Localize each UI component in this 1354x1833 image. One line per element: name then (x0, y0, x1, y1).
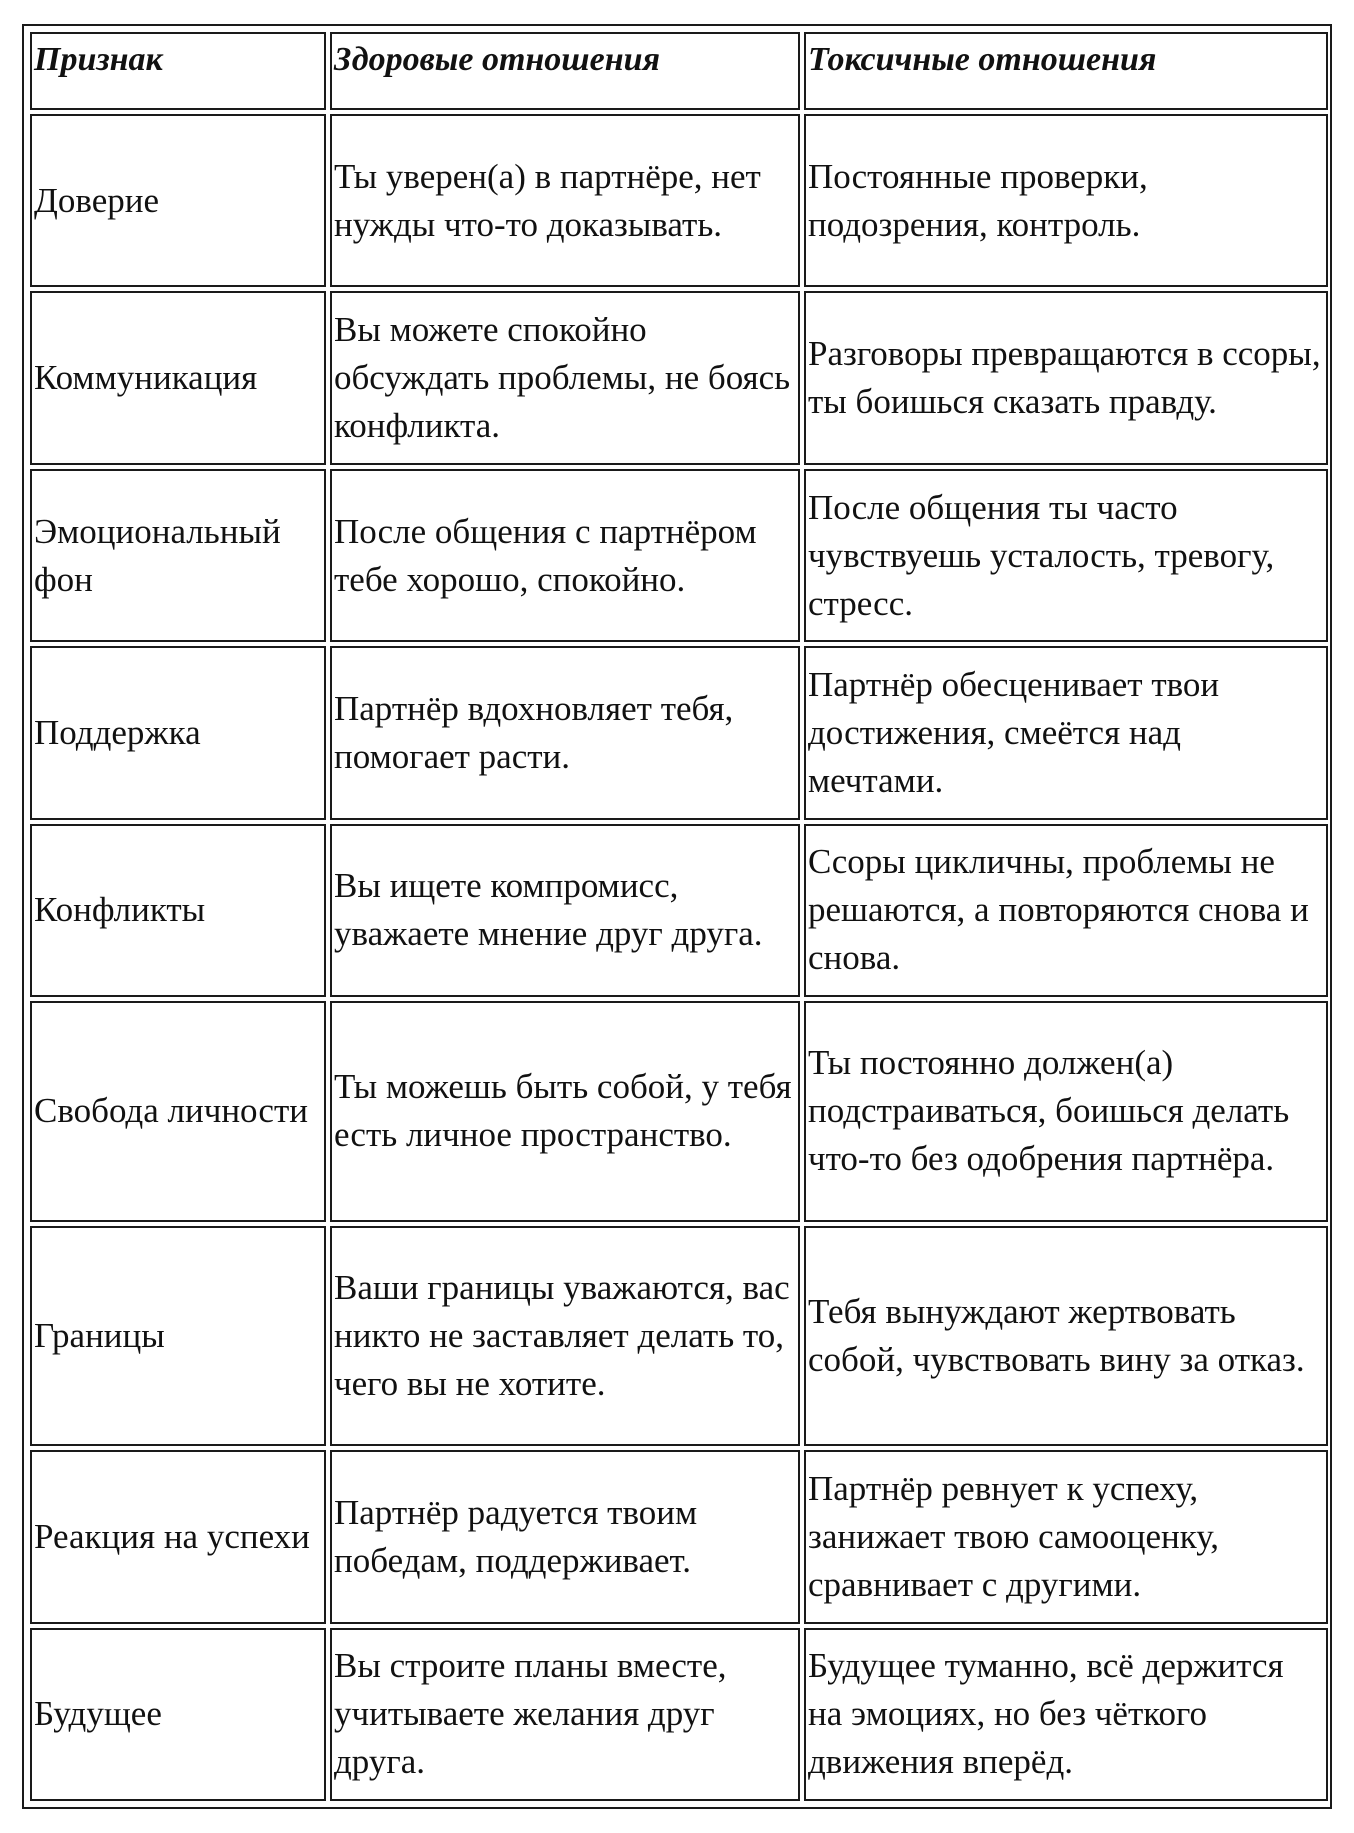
table-row (30, 1001, 1328, 1222)
sign-cell: Коммуникация (30, 291, 326, 464)
sign-cell: Свобода личности (30, 1001, 326, 1222)
sign-cell: Поддержка (30, 646, 326, 819)
table-row (30, 1450, 1328, 1623)
table-row (30, 469, 1328, 642)
header-toxic: Токсичные отношения (804, 32, 1328, 110)
table-row (30, 1226, 1328, 1447)
healthy-cell: Ты уверен(а) в партнёре, нет нужды что-то доказывать. (330, 114, 800, 287)
healthy-cell: Ваши границы уважаются, вас никто не заставляет делать то, чего вы не хотите. (330, 1226, 800, 1447)
healthy-cell: Партнёр вдохновляет тебя, помогает расти. (330, 646, 800, 819)
toxic-cell: Партнёр обесценивает твои достижения, смеётся над мечтами. (804, 646, 1328, 819)
sign-cell: Конфликты (30, 824, 326, 997)
toxic-cell: Партнёр ревнует к успеху, занижает твою самооценку, сравнивает с другими. (804, 1450, 1328, 1623)
comparison-document (22, 24, 1332, 1809)
sign-cell: Границы (30, 1226, 326, 1447)
table-row (30, 1628, 1328, 1802)
table-header-row (30, 32, 1328, 110)
sign-cell: Будущее (30, 1628, 326, 1802)
healthy-cell: После общения с партнёром тебе хорошо, спокойно. (330, 469, 800, 642)
toxic-cell: Будущее туманно, всё держится на эмоциях, но без чёткого движения вперёд. (804, 1628, 1328, 1802)
header-sign: Признак (30, 32, 326, 110)
toxic-cell: После общения ты часто чувствуешь усталость, тревогу, стресс. (804, 469, 1328, 642)
table-row (30, 824, 1328, 997)
healthy-cell: Вы строите планы вместе, учитываете желания друг друга. (330, 1628, 800, 1802)
healthy-cell: Вы можете спокойно обсуждать проблемы, не боясь конфликта. (330, 291, 800, 464)
toxic-cell: Ты постоянно должен(а) подстраиваться, боишься делать что-то без одобрения партнёра. (804, 1001, 1328, 1222)
sign-cell: Эмоциональный фон (30, 469, 326, 642)
healthy-cell: Ты можешь быть собой, у тебя есть личное пространство. (330, 1001, 800, 1222)
toxic-cell: Ссоры цикличны, проблемы не решаются, а повторяются снова и снова. (804, 824, 1328, 997)
healthy-cell: Вы ищете компромисс, уважаете мнение друг друга. (330, 824, 800, 997)
sign-cell: Реакция на успехи (30, 1450, 326, 1623)
sign-cell: Доверие (30, 114, 326, 287)
toxic-cell: Тебя вынуждают жертвовать собой, чувствовать вину за отказ. (804, 1226, 1328, 1447)
toxic-cell: Постоянные проверки, подозрения, контроль. (804, 114, 1328, 287)
comparison-table (26, 28, 1332, 1805)
table-row (30, 646, 1328, 819)
table-row (30, 291, 1328, 464)
table-row (30, 114, 1328, 287)
toxic-cell: Разговоры превращаются в ссоры, ты боишься сказать правду. (804, 291, 1328, 464)
healthy-cell: Партнёр радуется твоим победам, поддерживает. (330, 1450, 800, 1623)
header-healthy: Здоровые отношения (330, 32, 800, 110)
